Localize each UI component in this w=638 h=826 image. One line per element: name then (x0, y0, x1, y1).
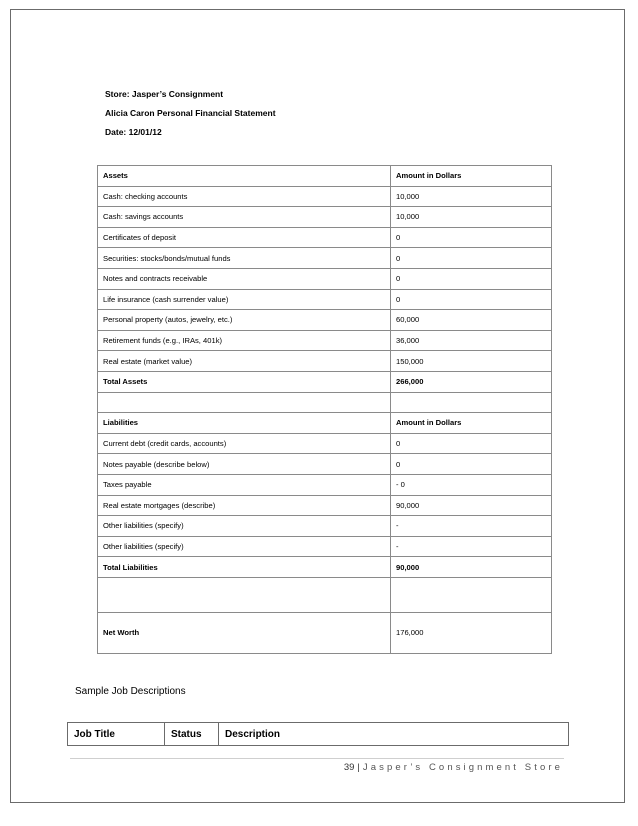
asset-amount: 0 (391, 268, 552, 289)
assets-header-row (98, 166, 552, 187)
liability-label: Other liabilities (specify) (98, 516, 391, 537)
asset-label: Certificates of deposit (98, 227, 391, 248)
liability-label: Real estate mortgages (describe) (98, 495, 391, 516)
net-worth-label: Net Worth (98, 612, 391, 653)
footer-separator: | (357, 762, 360, 773)
asset-amount: 10,000 (391, 207, 552, 228)
description-column-header: Description (219, 723, 569, 746)
table-row (98, 289, 552, 310)
liability-amount: - (391, 516, 552, 537)
total-assets-amount: 266,000 (391, 371, 552, 392)
liability-label: Taxes payable (98, 474, 391, 495)
asset-label: Life insurance (cash surrender value) (98, 289, 391, 310)
asset-amount: 36,000 (391, 330, 552, 351)
store-line: Store: Jasper’s Consignment (105, 89, 224, 99)
table-row (98, 351, 552, 372)
footer-rule (70, 758, 564, 759)
page-number: 39 (343, 762, 355, 773)
table-row (98, 495, 552, 516)
table-row (98, 186, 552, 207)
asset-amount: 0 (391, 248, 552, 269)
liabilities-amount-heading: Amount in Dollars (391, 413, 552, 434)
job-descriptions-heading: Sample Job Descriptions (75, 686, 186, 697)
job-title-column-header: Job Title (68, 723, 165, 746)
table-row (98, 330, 552, 351)
table-row (98, 207, 552, 228)
liabilities-header-row (98, 413, 552, 434)
asset-amount: 60,000 (391, 310, 552, 331)
page-footer (344, 762, 563, 773)
empty-row (98, 392, 552, 413)
table-row (98, 227, 552, 248)
asset-amount: 0 (391, 289, 552, 310)
status-column-header: Status (165, 723, 219, 746)
liability-amount: - 0 (391, 474, 552, 495)
asset-label: Personal property (autos, jewelry, etc.) (98, 310, 391, 331)
asset-amount: 0 (391, 227, 552, 248)
liability-amount: - (391, 536, 552, 557)
net-worth-amount: 176,000 (391, 612, 552, 653)
liability-amount: 0 (391, 454, 552, 475)
total-liabilities-label: Total Liabilities (98, 557, 391, 578)
liabilities-heading: Liabilities (98, 413, 391, 434)
liability-amount: 90,000 (391, 495, 552, 516)
job-table-header-row (68, 723, 569, 746)
table-row (98, 454, 552, 475)
table-row (98, 516, 552, 537)
job-descriptions-table (67, 722, 569, 746)
table-row (98, 536, 552, 557)
liability-label: Other liabilities (specify) (98, 536, 391, 557)
net-worth-row (98, 612, 552, 653)
table-row (98, 268, 552, 289)
table-row (98, 248, 552, 269)
asset-label: Cash: checking accounts (98, 186, 391, 207)
asset-label: Real estate (market value) (98, 351, 391, 372)
assets-heading: Assets (98, 166, 391, 187)
total-liabilities-row (98, 557, 552, 578)
financial-statement-table (97, 165, 552, 654)
asset-label: Securities: stocks/bonds/mutual funds (98, 248, 391, 269)
total-liabilities-amount: 90,000 (391, 557, 552, 578)
statement-title: Alicia Caron Personal Financial Statement (105, 108, 276, 118)
table-row (98, 310, 552, 331)
asset-label: Cash: savings accounts (98, 207, 391, 228)
statement-date: Date: 12/01/12 (105, 127, 162, 137)
asset-label: Retirement funds (e.g., IRAs, 401k) (98, 330, 391, 351)
total-assets-label: Total Assets (98, 371, 391, 392)
asset-amount: 10,000 (391, 186, 552, 207)
asset-label: Notes and contracts receivable (98, 268, 391, 289)
empty-row (98, 577, 552, 612)
total-assets-row (98, 371, 552, 392)
table-row (98, 474, 552, 495)
liability-label: Current debt (credit cards, accounts) (98, 433, 391, 454)
assets-amount-heading: Amount in Dollars (391, 166, 552, 187)
asset-amount: 150,000 (391, 351, 552, 372)
footer-store-name: Jasper’s Consignment Store (362, 762, 563, 773)
table-row (98, 433, 552, 454)
liability-amount: 0 (391, 433, 552, 454)
liability-label: Notes payable (describe below) (98, 454, 391, 475)
